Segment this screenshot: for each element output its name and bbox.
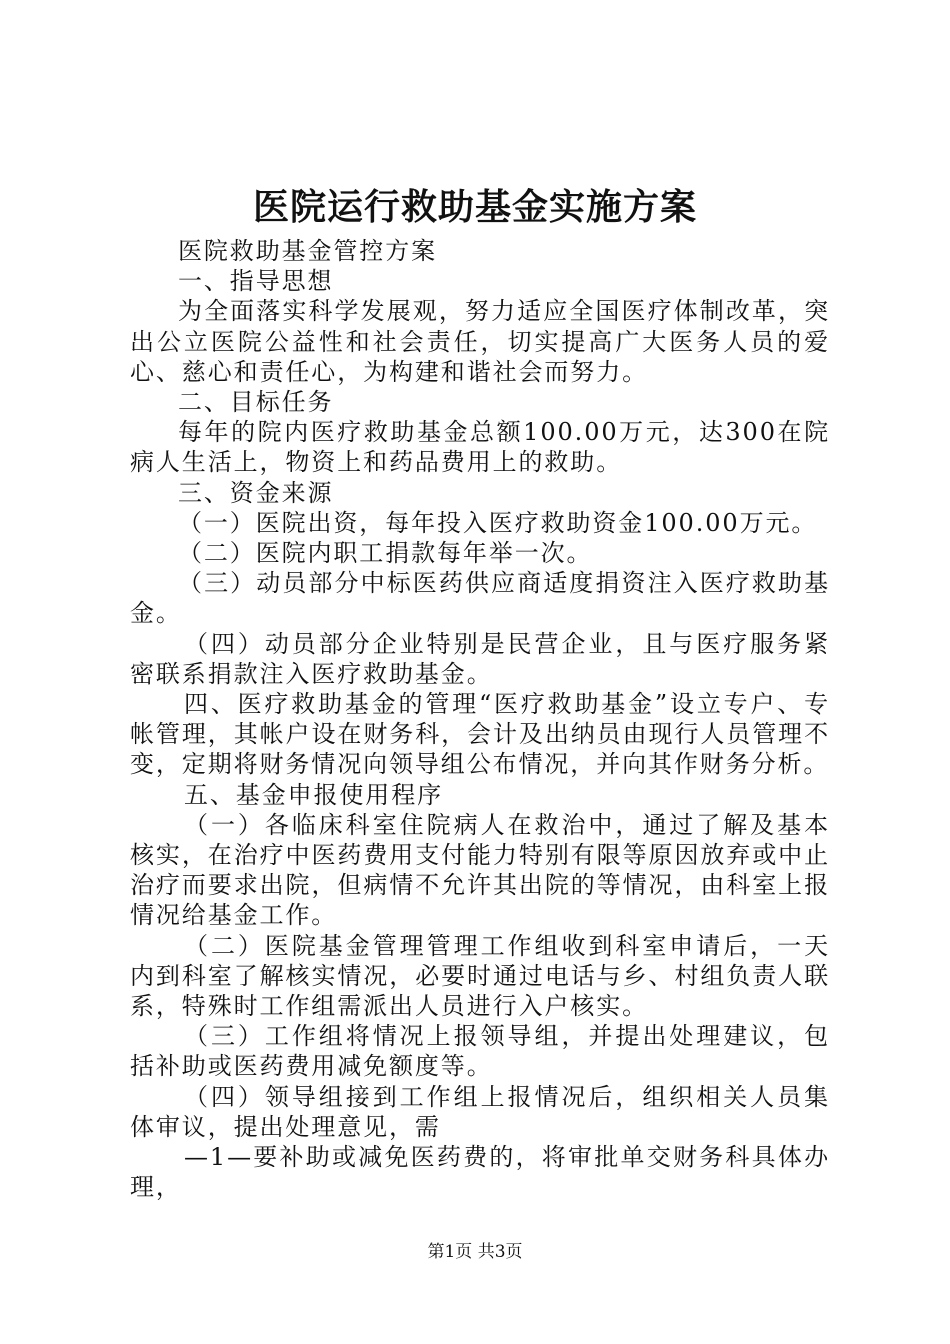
paragraph: —1—要补助或减免医药费的，将审批单交财务科具体办理， — [130, 1143, 830, 1202]
list-item: （一）医院出资，每年投入医疗救助资金100.00万元。 — [178, 508, 818, 537]
list-item: （三）动员部分中标医药供应商适度捐资注入医疗救助基金。 — [130, 569, 830, 628]
paragraph-subtitle: 医院救助基金管控方案 — [178, 237, 437, 265]
list-item: （二）医院内职工捐款每年举一次。 — [178, 539, 593, 568]
paragraph: 每年的院内医疗救助基金总额100.00万元，达300在院病人生活上，物资上和药品费用上的救助。 — [130, 418, 830, 477]
list-item: （四）领导组接到工作组上报情况后，组织相关人员集体审议，提出处理意见，需 — [130, 1082, 830, 1141]
document-title: 医院运行救助基金实施方案 — [252, 186, 697, 228]
section-heading-4: 四、医疗救助基金的管理“医疗救助基金”设立专户、专帐管理，其帐户设在财务科，会计及出纳员由现行人员管理不变，定期将财务情况向领导组公布情况，并向其作财务分析。 — [130, 690, 830, 779]
list-item: （一）各临床科室住院病人在救治中，通过了解及基本核实，在治疗中医药费用支付能力特别有限等原因放弃或中止治疗而要求出院，但病情不允许其出院的等情况，由科室上报情况给基金工作。 — [130, 810, 830, 930]
section-heading-2: 二、目标任务 — [178, 388, 334, 417]
list-item: （四）动员部分企业特别是民营企业，且与医疗服务紧密联系捐款注入医疗救助基金。 — [130, 629, 830, 688]
paragraph: 为全面落实科学发展观，努力适应全国医疗体制改革，突出公立医院公益性和社会责任，切实提高广大医务人员的爱心、慈心和责任心，为构建和谐社会而努力。 — [130, 297, 830, 386]
section-heading-3: 三、资金来源 — [178, 478, 334, 507]
list-item: （二）医院基金管理管理工作组收到科室申请后，一天内到科室了解核实情况，必要时通过电话与乡、村组负责人联系，特殊时工作组需派出人员进行入户核实。 — [130, 931, 830, 1021]
section-heading-1: 一、指导思想 — [178, 267, 334, 296]
page-footer: 第1页 共3页 — [427, 1242, 523, 1262]
document-body — [130, 236, 830, 1203]
section-heading-5: 五、基金申报使用程序 — [184, 780, 443, 809]
list-item: （三）工作组将情况上报领导组，并提出处理建议，包括补助或医药费用减免额度等。 — [130, 1022, 830, 1081]
